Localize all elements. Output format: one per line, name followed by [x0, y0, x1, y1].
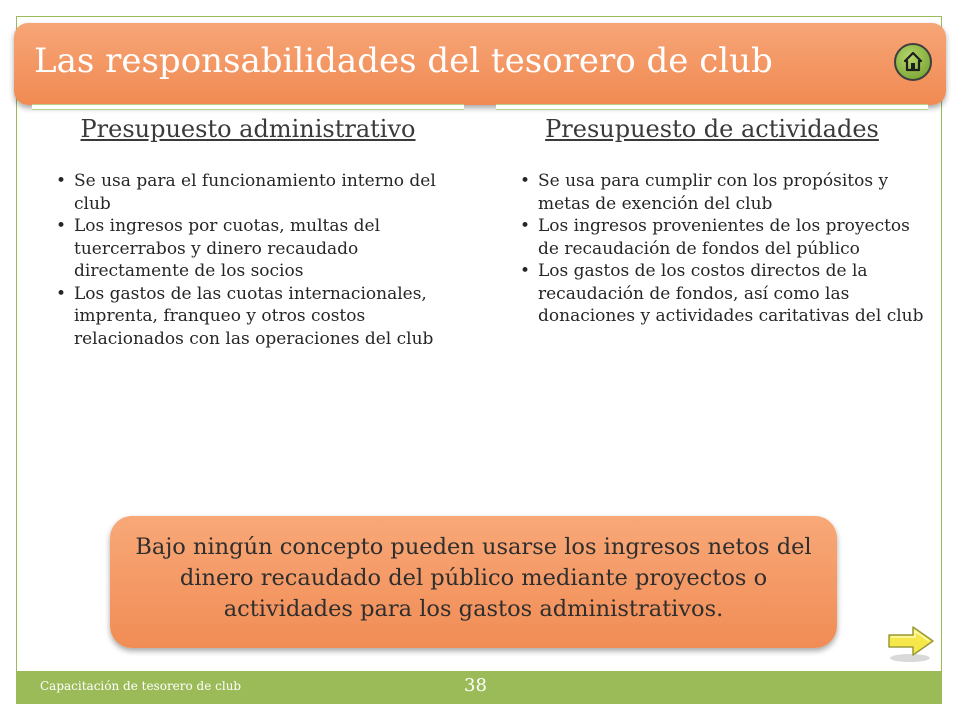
- callout-text: Bajo ningún concepto pueden usarse los ingresos netos del dinero recaudado del público mediante proyectos o actividades para los gastos administrativos.: [135, 534, 812, 622]
- list-item: • Los gastos de los costos directos de la recaudación de fondos, así como las donaciones y actividades caritativas del club: [508, 260, 928, 328]
- title-bar: [14, 23, 946, 105]
- home-button[interactable]: [894, 43, 932, 81]
- list-item: • Los ingresos provenientes de los proyectos de recaudación de fondos del público: [508, 215, 928, 260]
- right-column-rule: [496, 104, 928, 110]
- footer-label: Capacitación de tesorero de club: [40, 679, 242, 693]
- list-item: • Se usa para cumplir con los propósitos y metas de exención del club: [508, 170, 928, 215]
- list-item: • Los gastos de las cuotas internacionales, imprenta, franqueo y otros costos relacionados con las operaciones del club: [44, 283, 464, 351]
- right-column-heading: Presupuesto de actividades: [545, 115, 879, 143]
- right-bullet-list: [508, 170, 928, 328]
- left-bullet-list: [44, 170, 464, 350]
- list-item: • Los ingresos por cuotas, multas del tuercerrabos y dinero recaudado directamente de los socios: [44, 215, 464, 283]
- arrow-right-icon: [886, 624, 938, 664]
- next-slide-button[interactable]: [886, 624, 938, 668]
- footer-bar: [16, 671, 942, 704]
- page-number: 38: [464, 675, 487, 696]
- left-column-rule: [32, 104, 464, 110]
- callout-box: [110, 516, 837, 648]
- list-item: • Se usa para el funcionamiento interno del club: [44, 170, 464, 215]
- left-column-heading: Presupuesto administrativo: [80, 115, 416, 143]
- slide-title: Las responsabilidades del tesorero de club: [34, 41, 773, 81]
- home-icon: [903, 51, 923, 73]
